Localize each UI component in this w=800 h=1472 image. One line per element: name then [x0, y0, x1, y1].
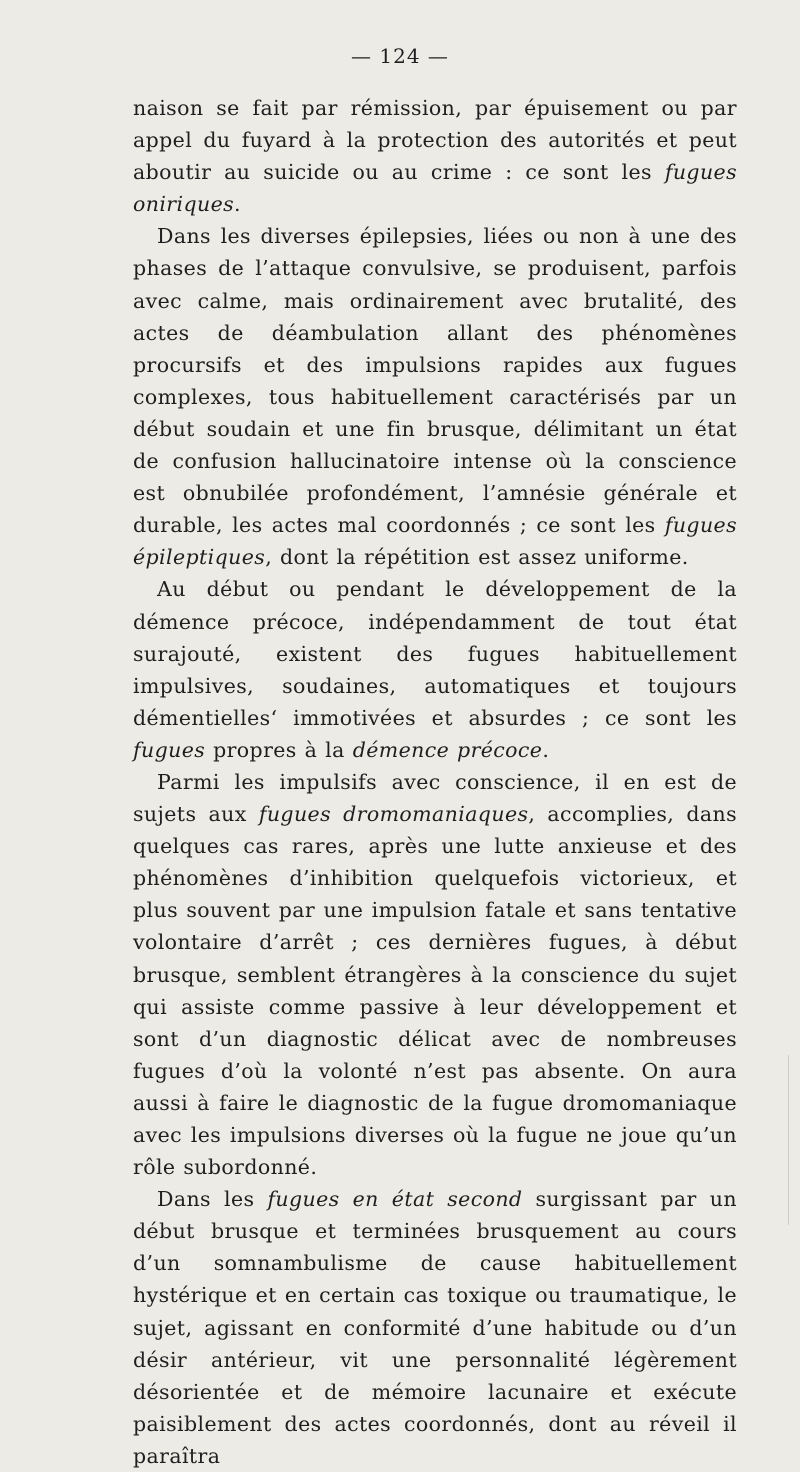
page-number: — 124 — — [351, 44, 449, 68]
italic-term: fugues épileptiques — [133, 513, 737, 570]
page-edge-line — [788, 1055, 789, 1225]
paragraph-p5 — [133, 1183, 737, 1472]
text-run: . — [542, 737, 550, 762]
italic-term: fugues dromomaniaques — [258, 802, 529, 827]
body-text — [133, 92, 737, 1472]
text-run: surgissant par un début brusque et terminées brusquement au cours d’un somnambulisme de cause habituellement hystérique et en certain cas toxique ou traumatique, le sujet, agissant en conformité d’une habitude ou d’un désir antérieur, vit une personnalité légèrement désorientée et de mémoire lacunaire et exécute paisiblement des actes coordonnés, dont au réveil il paraîtra — [133, 1187, 737, 1468]
paragraph-p2 — [133, 220, 737, 573]
text-run: , accomplies, dans quelques cas rares, après une lutte anxieuse et des phénomènes d’inhibition quelquefois victorieux, et plus souvent par une impulsion fatale et sans tentative volontaire d’arrêt ; ces dernières fugues, à début brusque, semblent étrangères à la conscience du sujet qui assiste comme passive à leur développement et sont d’un diagnostic délicat avec de nombreuses fugues d’où la volonté n’est pas absente. On aura aussi à faire le diagnostic de la fugue dromomaniaque avec les impulsions diverses où la fugue ne joue qu’un rôle subordonné. — [133, 802, 738, 1180]
italic-term: fugues — [133, 737, 206, 762]
text-run: . — [234, 192, 241, 217]
italic-term: fugues oniriques — [133, 160, 737, 217]
italic-term: fugues en état second — [267, 1187, 523, 1212]
text-run: Au début ou pendant le développement de la démence précoce, indépendamment de tout état surajouté, existent des fugues habituellement impulsives, soudaines, automatiques et toujours démentielles‘ immotivées et absurdes ; ce sont les — [133, 577, 737, 730]
paragraph-p3 — [133, 573, 737, 766]
italic-term: démence précoce — [352, 737, 543, 762]
text-run: Parmi les impulsifs avec conscience, il en est de sujets aux — [133, 769, 737, 827]
text-run: propres à la — [205, 737, 353, 762]
text-run: Dans les diverses épilepsies, liées ou non à une des phases de l’attaque convulsive, se produisent, parfois avec calme, mais ordinairement avec brutalité, des actes de déambulation allant des phénomènes procursifs et des impulsions rapides aux fugues complexes, tous habituellement caractérisés par un début soudain et une fin brusque, délimitant un état de confusion hallucinatoire intense où la conscience est obnubilée profondément, l’amnésie générale et durable, les actes mal coordonnés ; ce sont les — [133, 224, 737, 538]
paragraph-p1 — [133, 92, 737, 220]
text-run: naison se fait par rémission, par épuisement ou par appel du fuyard à la protection des autorités et peut aboutir au suicide ou au crime : ce sont les — [133, 96, 737, 185]
text-run: Dans les — [157, 1187, 268, 1212]
text-run: , dont la répétition est assez uniforme. — [265, 545, 689, 570]
paragraph-p4 — [133, 766, 737, 1183]
